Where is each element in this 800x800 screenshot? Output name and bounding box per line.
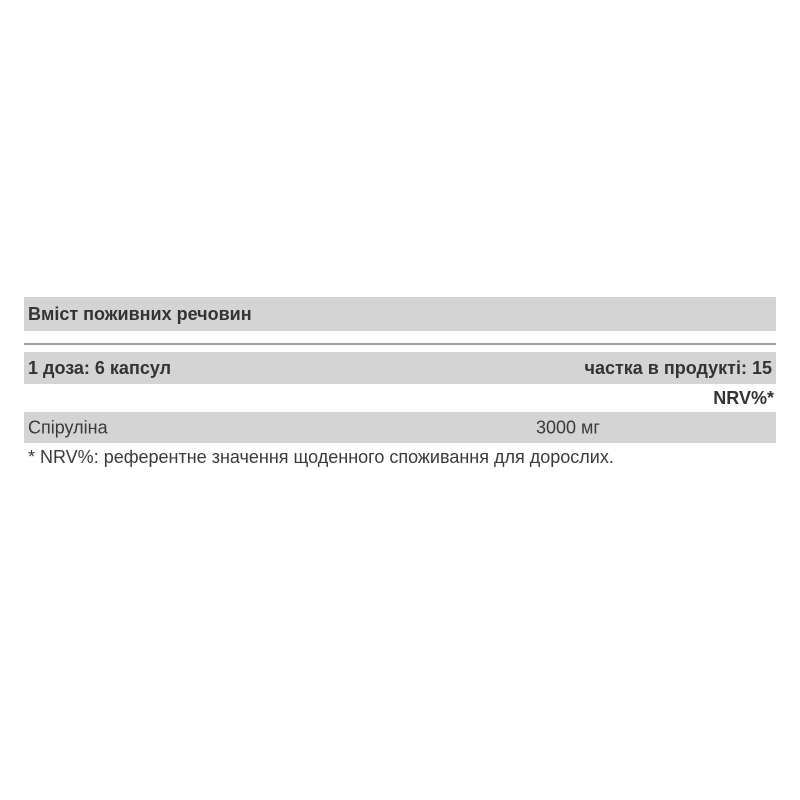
nutrition-title-bar (24, 297, 776, 331)
divider (24, 343, 776, 345)
ingredient-amount: 3000 мг (536, 417, 600, 437)
ingredient-name: Спіруліна (28, 417, 108, 437)
nrv-header-row (24, 384, 776, 412)
footnote: * NRV%: референтне значення щоденного споживання для дорослих. (28, 447, 614, 467)
nrv-header: NRV%* (713, 387, 774, 408)
servings-label: частка в продукті: 15 (584, 357, 772, 378)
table-row (24, 412, 776, 443)
nutrition-title: Вміст поживних речовин (28, 303, 252, 324)
dose-label: 1 доза: 6 капсул (28, 357, 172, 378)
dose-row (24, 352, 776, 384)
nutrition-table (24, 297, 776, 468)
